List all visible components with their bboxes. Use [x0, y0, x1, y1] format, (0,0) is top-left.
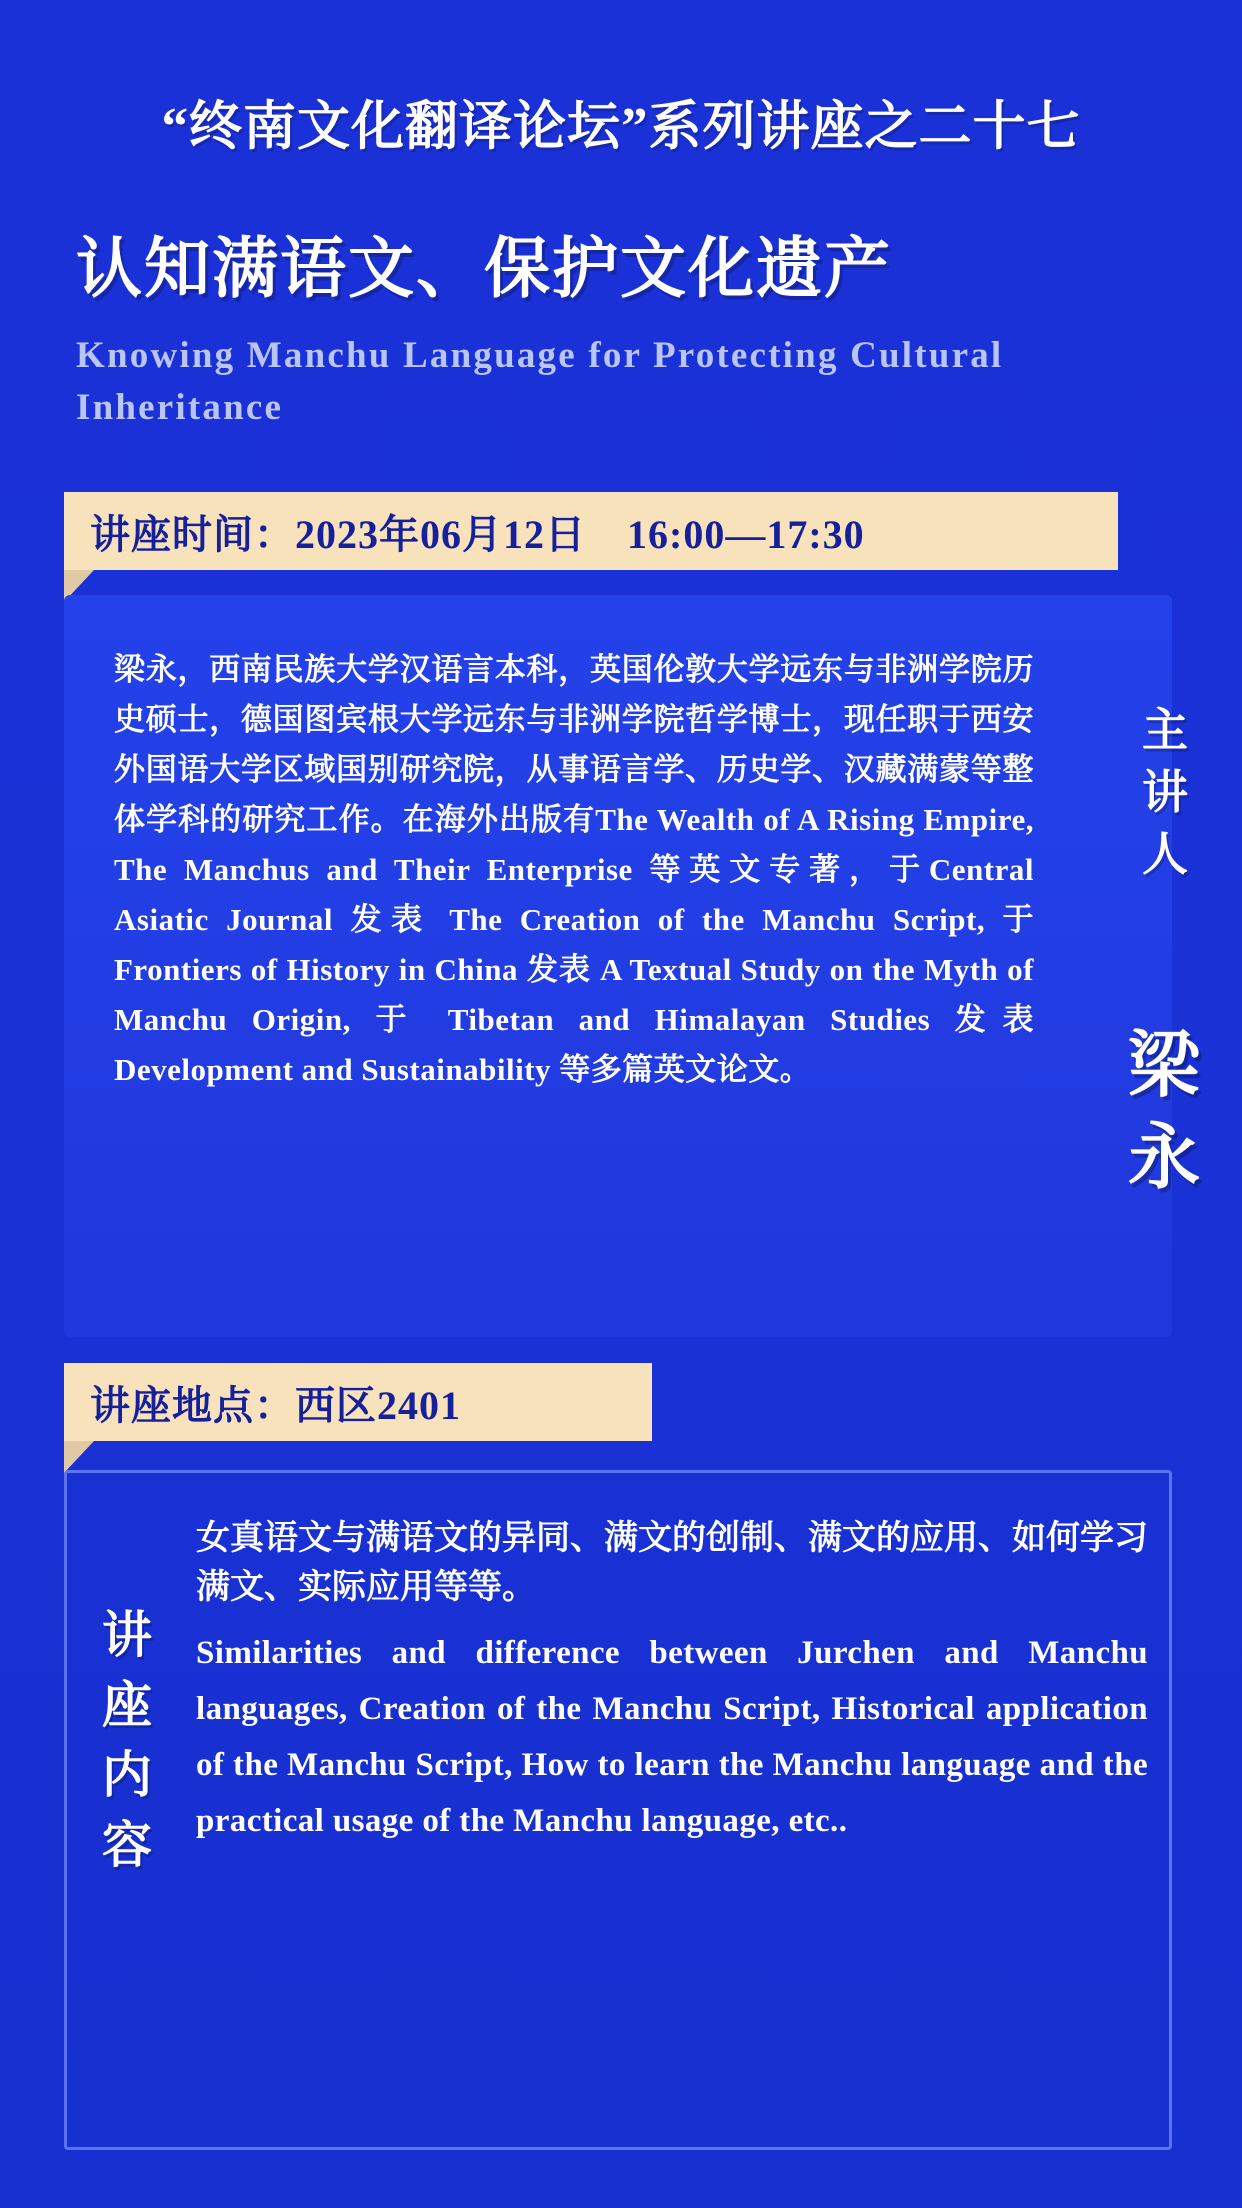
place-banner-fold	[64, 1441, 94, 1473]
lecture-place-banner	[64, 1363, 652, 1441]
page-title: 认知满语文、保护文化遗产	[76, 233, 892, 306]
page-subtitle-english: Knowing Manchu Language for Protecting Cultural Inheritance	[76, 335, 1004, 428]
speaker-role-label: 主 讲 人	[1142, 705, 1188, 880]
content-section-label: 讲 座 内 容	[102, 1607, 152, 1873]
speaker-panel	[64, 595, 1172, 1337]
content-text-english: Similarities and difference between Jurchen and Manchu languages, Creation of the Manchu Script, Historical application of the Manchu Script, How to learn the Manchu language and the practical usage of the Manchu language, etc..	[196, 1635, 1148, 1839]
lecture-time-text: 讲座时间：2023年06月12日 16:00—17:30	[90, 511, 865, 557]
speaker-name: 梁 永	[1127, 1026, 1200, 1198]
lecture-time-banner	[64, 492, 1118, 570]
lecture-place-text: 讲座地点：西区2401	[90, 1382, 461, 1428]
content-text-chinese: 女真语文与满语文的异同、满文的创制、满文的应用、如何学习满文、实际应用等等。	[196, 1520, 1148, 1606]
series-title: “终南文化翻译论坛”系列讲座之二十七	[161, 98, 1081, 156]
speaker-biography: 梁永，西南民族大学汉语言本科，英国伦敦大学远东与非洲学院历史硕士，德国图宾根大学远东与非洲学院哲学博士，现任职于西安外国语大学区域国别研究院，从事语言学、历史学、汉藏满蒙等整体学科的研究工作。在海外出版有The Wealth of A Rising Empire, The Manchus and Their Enterprise 等英文专著，于Central Asiatic Journal 发表 The Creation of the Manchu Script, 于 Frontiers of History in China 发表 A Textual Study on the Myth of Manchu Origin, 于 Tibetan and Himalayan Studies 发表 Development and Sustainability 等多篇英文论文。	[114, 652, 1034, 1087]
